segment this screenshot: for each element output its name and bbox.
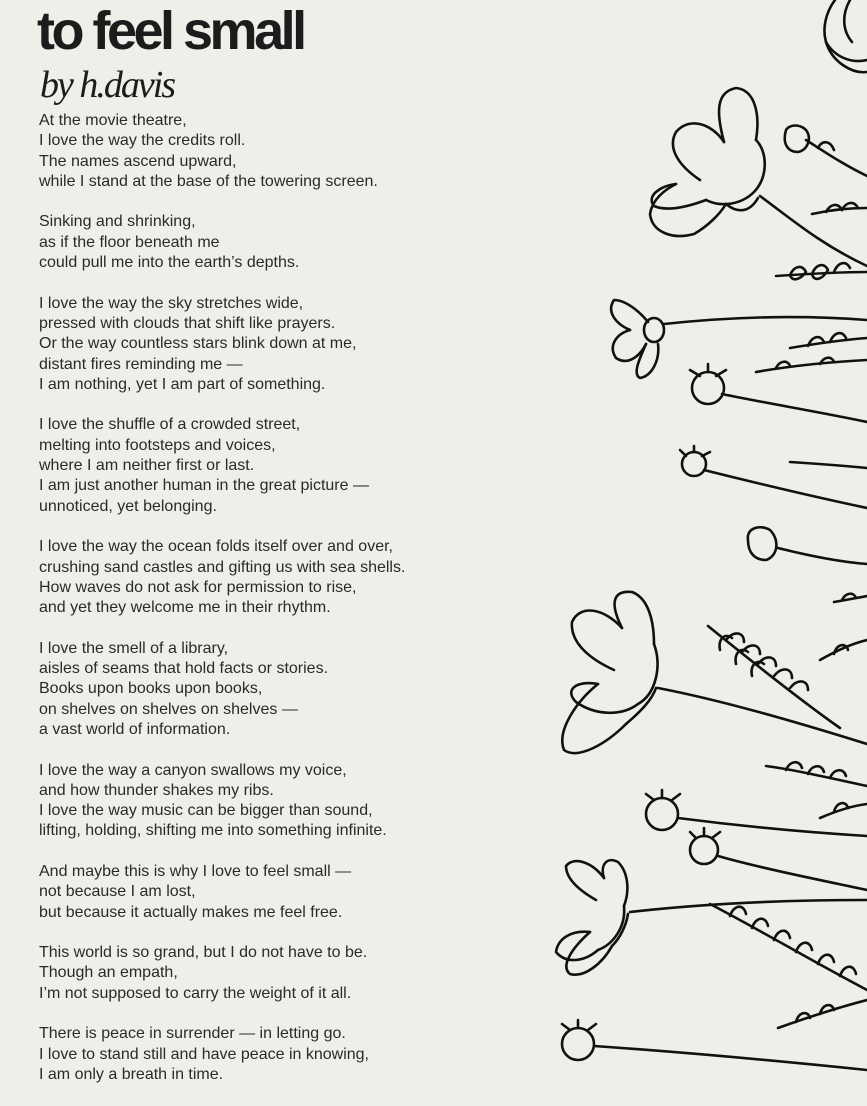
poem-line: I love to stand still and have peace in knowing,	[39, 1045, 369, 1063]
poem-line: a vast world of information.	[39, 720, 231, 738]
wildflower-illustration	[540, 0, 867, 1080]
leaf-branch-icon	[710, 904, 867, 1028]
seed-pod-icon	[690, 828, 867, 890]
stanza	[39, 862, 509, 923]
poem-line: I love the way music can be bigger than sound,	[39, 802, 373, 820]
poem-line: How waves do not ask for permission to rise,	[39, 578, 357, 596]
poem-line: At the movie theatre,	[39, 112, 187, 129]
poem-line: and yet they welcome me in their rhythm.	[39, 599, 331, 617]
stanza	[39, 639, 509, 740]
leaf-sprig-icon	[766, 762, 867, 818]
poem-line: Sinking and shrinking,	[39, 213, 196, 231]
poem-line: I love the shuffle of a crowded street,	[39, 416, 301, 434]
poem-line: crushing sand castles and gifting us with sea shells.	[39, 558, 406, 576]
poem-line: Though an empath,	[39, 964, 178, 982]
poem-line: I love the way the sky stretches wide,	[39, 294, 304, 312]
poem-line: I’m not supposed to carry the weight of it all.	[39, 984, 352, 1002]
poem-line: And maybe this is why I love to feel small —	[39, 862, 352, 880]
poem-line: and how thunder shakes my ribs.	[39, 781, 274, 799]
poem-body	[39, 111, 509, 1106]
poem-line: melting into footsteps and voices,	[39, 436, 276, 454]
seed-pod-icon	[690, 364, 867, 422]
poem-line: I love the way the credits roll.	[39, 132, 246, 150]
leaf-branch-icon	[708, 626, 840, 728]
bud-stem-icon	[785, 126, 867, 177]
stanza	[39, 415, 509, 516]
leaf-sprig-icon	[820, 594, 867, 660]
poem-line: distant fires reminding me —	[39, 355, 243, 373]
poem-line: where I am neither first or last.	[39, 457, 255, 475]
leaf-sprig-icon	[756, 333, 867, 372]
poem-line: pressed with clouds that shift like prayers.	[39, 314, 336, 332]
seed-pod-icon	[748, 527, 867, 564]
poem-line: I love the way the ocean folds itself over and over,	[39, 538, 393, 556]
poem-line: while I stand at the base of the towering screen.	[39, 172, 378, 190]
poem-line: Or the way countless stars blink down at me,	[39, 335, 357, 353]
poem-line: I love the smell of a library,	[39, 639, 229, 657]
poem-line: unnoticed, yet belonging.	[39, 497, 217, 515]
stanza	[39, 761, 509, 842]
stanza	[39, 943, 509, 1004]
poem-line: lifting, holding, shifting me into something infinite.	[39, 822, 387, 840]
stanza	[39, 212, 509, 273]
poem-byline: by h.davis	[40, 64, 175, 106]
poppy-small-icon	[611, 300, 867, 378]
seed-pod-icon	[680, 446, 867, 508]
poem-line: aisles of seams that hold facts or stories.	[39, 660, 329, 678]
stanza	[39, 1024, 509, 1085]
poem-title: to feel small	[37, 1, 304, 61]
poem-line: as if the floor beneath me	[39, 233, 220, 251]
poem-line: on shelves on shelves on shelves —	[39, 700, 298, 718]
stanza	[39, 294, 509, 395]
poem-line: I am nothing, yet I am part of something.	[39, 375, 326, 393]
stanza	[39, 111, 509, 192]
poppy-large-icon	[562, 592, 867, 753]
poem-line: I am only a breath in time.	[39, 1065, 224, 1083]
poem-line: Books upon books upon books,	[39, 680, 263, 698]
poppy-flower-icon	[650, 88, 867, 266]
poem-line: This world is so grand, but I do not have to be.	[39, 944, 368, 962]
stanza	[39, 537, 509, 618]
poem-line: could pull me into the earth’s depths.	[39, 254, 300, 272]
poem-line: The names ascend upward,	[39, 152, 237, 170]
flower-top-partial-icon	[824, 0, 867, 72]
poem-line: I am just another human in the great picture —	[39, 477, 369, 495]
poem-line: not because I am lost,	[39, 883, 196, 901]
poem-line: but because it actually makes me feel free.	[39, 903, 343, 921]
poem-line: There is peace in surrender — in letting go.	[39, 1025, 346, 1043]
seed-pod-icon	[562, 1020, 867, 1070]
poem-line: I love the way a canyon swallows my voice,	[39, 761, 347, 779]
